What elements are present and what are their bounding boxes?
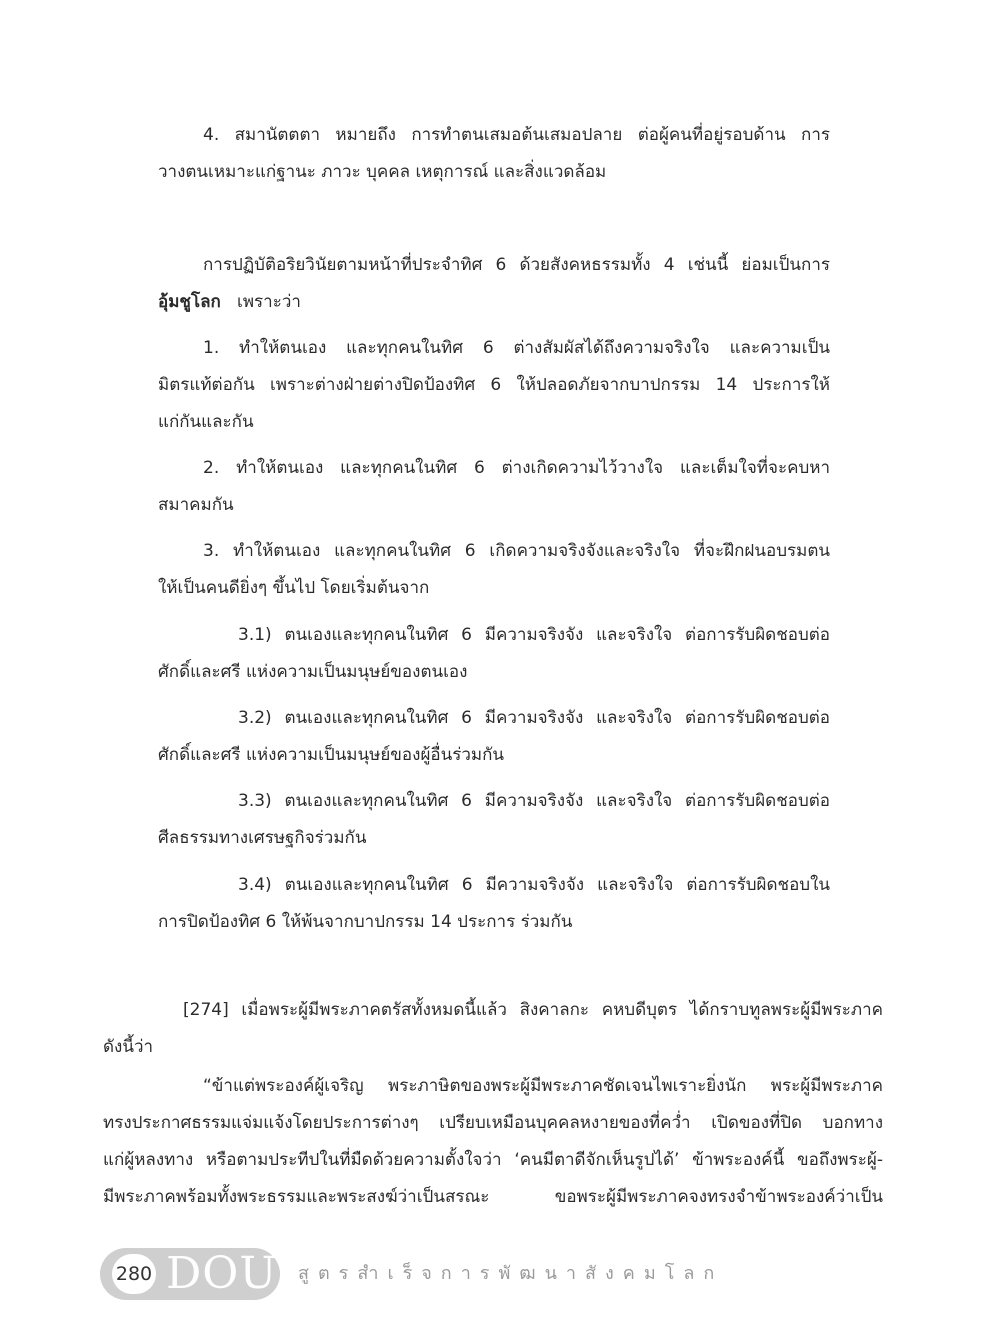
text-line: 3.3) ตนเองและทุกคนในทิศ 6 มีความจริงจัง และจริงใจ ต่อการรับผิดชอบต่อ <box>238 791 830 811</box>
text-line: ศักดิ์และศรี แห่งความเป็นมนุษย์ของตนเอง <box>158 662 468 682</box>
paragraph-sub-3-4 <box>158 867 830 941</box>
text-line: วางตนเหมาะแก่ฐานะ ภาวะ บุคคล เหตุการณ์ และสิ่งแวดล้อม <box>158 162 607 182</box>
paragraph-intro <box>158 247 830 321</box>
paragraph-verse-274 <box>103 992 883 1066</box>
text-line: 3.2) ตนเองและทุกคนในทิศ 6 มีความจริงจัง และจริงใจ ต่อการรับผิดชอบต่อ <box>238 708 830 728</box>
text-line: “ข้าแต่พระองค์ผู้เจริญ พระภาษิตของพระผู้มีพระภาคชัดเจนไพเราะยิ่งนัก พระผู้มีพระภาค <box>203 1076 883 1096</box>
paragraph-point-2 <box>158 450 830 524</box>
dou-logo: DOU <box>166 1248 278 1299</box>
text-line: มีพระภาคพร้อมทั้งพระธรรมและพระสงฆ์ว่าเป็นสรณะ ขอพระผู้มีพระภาคจงทรงจำข้าพระองค์ว่าเป็น <box>103 1187 883 1207</box>
text-line: มิตรแท้ต่อกัน เพราะต่างฝ่ายต่างปิดป้องทิศ 6 ให้ปลอดภัยจากบาปกรรม 14 ประการให้ <box>158 375 830 395</box>
text-line: การปฏิบัติอริยวินัยตามหน้าที่ประจำทิศ 6 ด้วยสังคหธรรมทั้ง 4 เช่นนี้ ย่อมเป็นการ <box>203 255 830 275</box>
text-line: การปิดป้องทิศ 6 ให้พ้นจากบาปกรรม 14 ประการ ร่วมกัน <box>158 912 573 932</box>
bold-term: อุ้มชูโลก <box>158 292 221 312</box>
text-span: เพราะว่า <box>237 292 301 312</box>
text-line: ศักดิ์และศรี แห่งความเป็นมนุษย์ของผู้อื่นร่วมกัน <box>158 745 505 765</box>
text-line: 1. ทำให้ตนเอง และทุกคนในทิศ 6 ต่างสัมผัสได้ถึงความจริงใจ และความเป็น <box>203 338 830 358</box>
text-line: ทรงประกาศธรรมแจ่มแจ้งโดยประการต่างๆ เปรียบเหมือนบุคคลหงายของที่คว่ำ เปิดของที่ปิด บอกทาง <box>103 1113 883 1133</box>
paragraph-point-3 <box>158 533 830 607</box>
paragraph-sub-3-3 <box>158 783 830 857</box>
footer-badge <box>100 1248 280 1300</box>
text-line: 3.1) ตนเองและทุกคนในทิศ 6 มีความจริงจัง และจริงใจ ต่อการรับผิดชอบต่อ <box>238 625 830 645</box>
page-number: 280 <box>112 1254 156 1294</box>
text-line: ให้เป็นคนดียิ่งๆ ขึ้นไป โดยเริ่มต้นจาก <box>158 578 430 598</box>
text-line: 2. ทำให้ตนเอง และทุกคนในทิศ 6 ต่างเกิดความไว้วางใจ และเต็มใจที่จะคบหา <box>203 458 830 478</box>
paragraph-sub-3-1 <box>158 617 830 691</box>
text-line: ดังนี้ว่า <box>103 1037 154 1057</box>
book-title: สูตรสำเร็จการพัฒนาสังคมโลก <box>298 1263 724 1284</box>
text-line: ศีลธรรมทางเศรษฐกิจร่วมกัน <box>158 828 367 848</box>
text-line: [274] เมื่อพระผู้มีพระภาคตรัสทั้งหมดนี้แล้ว สิงคาลกะ คหบดีบุตร ได้กราบทูลพระผู้มีพระภาค <box>183 1000 883 1020</box>
text-line: 3. ทำให้ตนเอง และทุกคนในทิศ 6 เกิดความจริงจังและจริงใจ ที่จะฝึกฝนอบรมตน <box>203 541 830 561</box>
text-line: แก่กันและกัน <box>158 412 254 432</box>
paragraph-quote <box>103 1068 883 1216</box>
text-line: 4. สมานัตตตา หมายถึง การทำตนเสมอต้นเสมอปลาย ต่อผู้คนที่อยู่รอบด้าน การ <box>203 125 830 145</box>
paragraph-sub-3-2 <box>158 700 830 774</box>
text-line <box>158 284 830 321</box>
text-line: 3.4) ตนเองและทุกคนในทิศ 6 มีความจริงจัง และจริงใจ ต่อการรับผิดชอบใน <box>238 875 830 895</box>
paragraph-point-1 <box>158 330 830 441</box>
text-line: แก่ผู้หลงทาง หรือตามประทีปในที่มืดด้วยความตั้งใจว่า ‘คนมีตาดีจักเห็นรูปได้’ ข้าพระองค์นี้ ขอถึงพระผู้- <box>103 1150 883 1170</box>
text-line: สมาคมกัน <box>158 495 234 515</box>
paragraph-item-4 <box>158 117 830 191</box>
page-footer <box>100 1248 900 1300</box>
